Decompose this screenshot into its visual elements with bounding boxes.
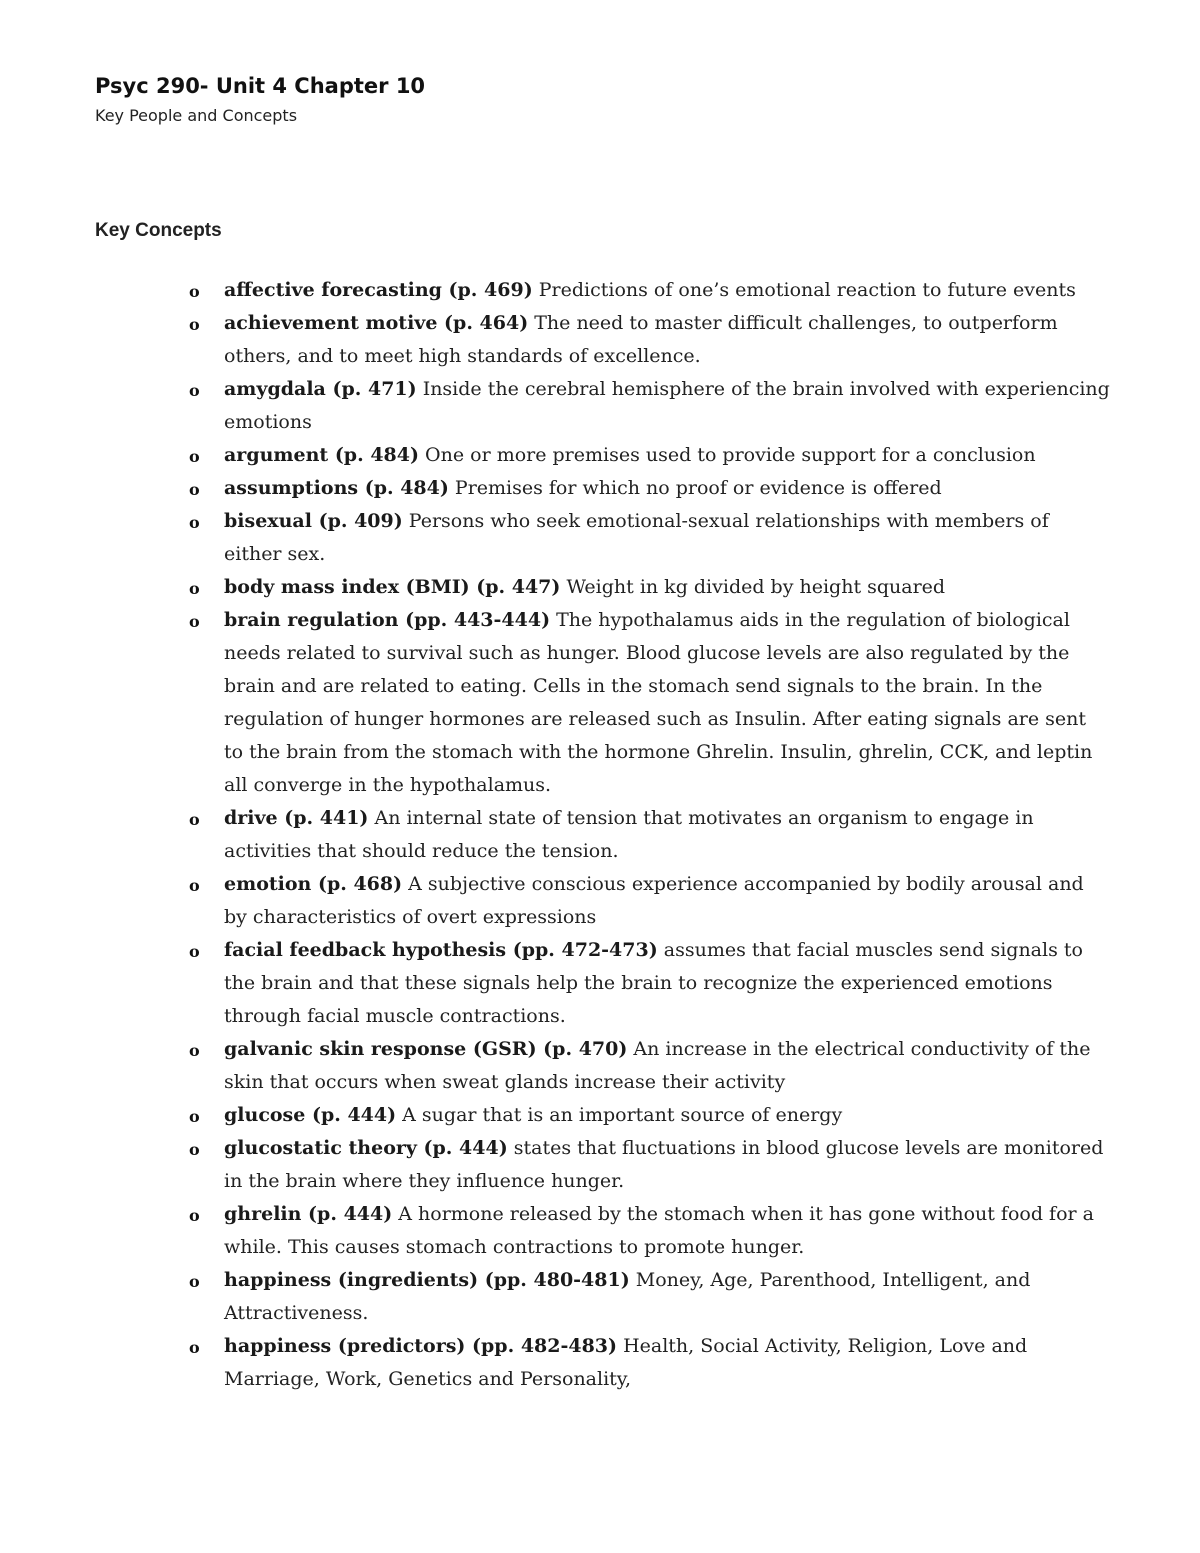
list-item [0,1198,1200,1264]
list-item [0,604,1200,802]
bullet-icon: o [189,942,200,961]
list-item [0,934,1200,1033]
concept-term: amygdala (p. 471) [224,378,417,400]
concept-term: galvanic skin response (GSR) (p. 470) [224,1038,628,1060]
concept-definition: assumes that facial muscles send signals to the brain and that these signals help the brain to recognize the experienced emotions through facial muscle contractions. [224,939,1083,1027]
concept-term: affective forecasting (p. 469) [224,279,533,301]
concept-definition: Persons who seek emotional-sexual relationships with members of either sex. [224,510,1049,565]
list-item [0,802,1200,868]
list-item [0,1132,1200,1198]
list-item [0,274,1200,307]
concept-term: happiness (predictors) (pp. 482-483) [224,1335,618,1357]
list-item [0,439,1200,472]
bullet-icon: o [189,513,200,532]
list-item [0,505,1200,571]
concept-definition: states that fluctuations in blood glucose levels are monitored in the brain where they influence hunger. [224,1137,1104,1192]
concept-definition: A subjective conscious experience accompanied by bodily arousal and by characteristics of overt expressions [224,873,1084,928]
bullet-icon: o [189,579,200,598]
concept-term: emotion (p. 468) [224,873,403,895]
concept-definition: The need to master difficult challenges, to outperform others, and to meet high standards of excellence. [224,312,1058,367]
concept-definition: One or more premises used to provide support for a conclusion [425,444,1036,466]
concept-definition: A sugar that is an important source of energy [402,1104,843,1126]
concept-term: body mass index (BMI) (p. 447) [224,576,561,598]
concept-definition: Weight in kg divided by height squared [566,576,946,598]
concept-term: brain regulation (pp. 443-444) [224,609,551,631]
list-item [0,307,1200,373]
concept-term: glucostatic theory (p. 444) [224,1137,508,1159]
page-title: Psyc 290- Unit 4 Chapter 10 [95,74,426,98]
bullet-icon: o [189,876,200,895]
section-heading: Key Concepts [95,220,222,241]
concept-term: argument (p. 484) [224,444,419,466]
bullet-icon: o [189,315,200,334]
concept-term: glucose (p. 444) [224,1104,397,1126]
concept-term: ghrelin (p. 444) [224,1203,393,1225]
concept-definition: Health, Social Activity, Religion, Love and Marriage, Work, Genetics and Personality, [224,1335,1028,1390]
list-item [0,373,1200,439]
bullet-icon: o [189,480,200,499]
concept-definition: Money, Age, Parenthood, Intelligent, and Attractiveness. [224,1269,1031,1324]
list-item [0,1099,1200,1132]
concept-term: assumptions (p. 484) [224,477,449,499]
list-item [0,571,1200,604]
bullet-icon: o [189,381,200,400]
list-item [0,1330,1200,1396]
bullet-icon: o [189,1041,200,1060]
concept-definition: Inside the cerebral hemisphere of the brain involved with experiencing emotions [224,378,1110,433]
bullet-icon: o [189,1272,200,1291]
concept-definition: An increase in the electrical conductivity of the skin that occurs when sweat glands increase their activity [224,1038,1091,1093]
concept-term: happiness (ingredients) (pp. 480-481) [224,1269,630,1291]
page-subtitle: Key People and Concepts [95,106,298,125]
concept-list [0,274,1200,1396]
concept-term: facial feedback hypothesis (pp. 472-473) [224,939,658,961]
list-item [0,1033,1200,1099]
concept-definition: A hormone released by the stomach when it has gone without food for a while. This causes stomach contractions to promote hunger. [224,1203,1094,1258]
concept-term: bisexual (p. 409) [224,510,403,532]
bullet-icon: o [189,1107,200,1126]
bullet-icon: o [189,810,200,829]
bullet-icon: o [189,1140,200,1159]
list-item [0,1264,1200,1330]
concept-definition: The hypothalamus aids in the regulation of biological needs related to survival such as hunger. Blood glucose levels are also regulated by the brain and are related to eating. Cells in the stomach send signals to the brain. In the regulation of hunger hormones are released such as Insulin. After eating signals are sent to the brain from the stomach with the hormone Ghrelin. Insulin, ghrelin, CCK, and leptin all converge in the hypothalamus. [224,609,1093,796]
concept-term: achievement motive (p. 464) [224,312,529,334]
bullet-icon: o [189,612,200,631]
bullet-icon: o [189,282,200,301]
concept-definition: Predictions of one’s emotional reaction to future events [538,279,1076,301]
bullet-icon: o [189,447,200,466]
list-item [0,868,1200,934]
bullet-icon: o [189,1338,200,1357]
concept-definition: Premises for which no proof or evidence is offered [454,477,942,499]
concept-definition: An internal state of tension that motivates an organism to engage in activities that should reduce the tension. [224,807,1034,862]
bullet-icon: o [189,1206,200,1225]
concept-term: drive (p. 441) [224,807,369,829]
list-item [0,472,1200,505]
